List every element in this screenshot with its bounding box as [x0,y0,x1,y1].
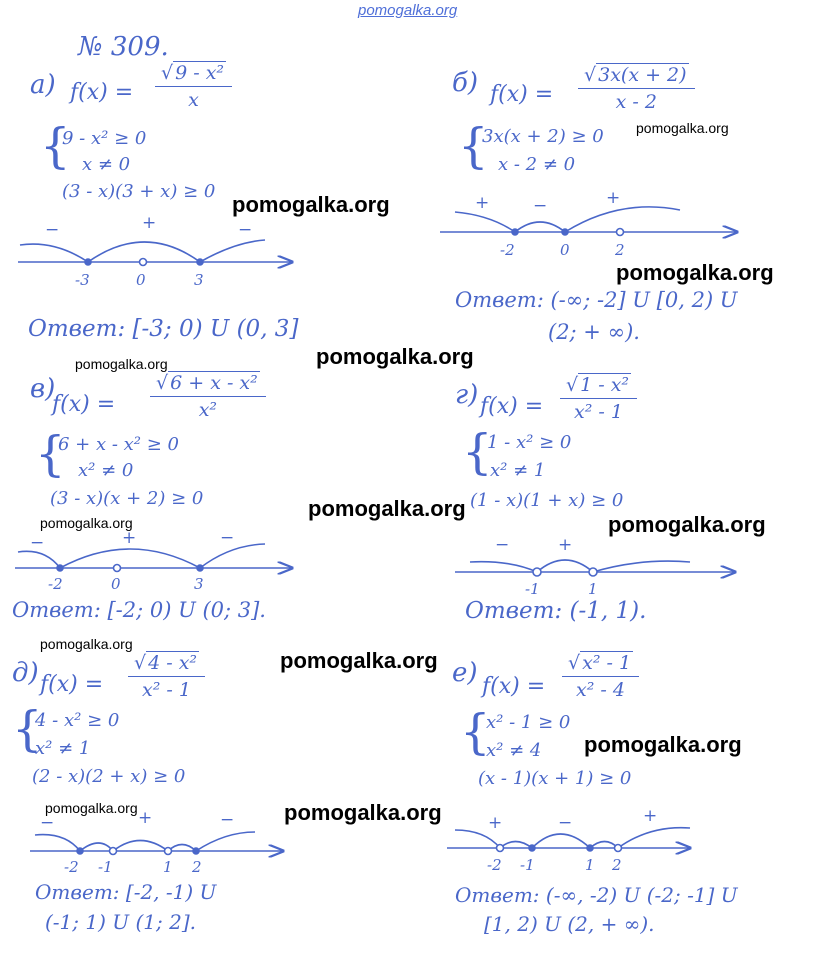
watermark: pomogalka.org [316,344,474,369]
part-d-label: д) [12,658,39,688]
arc-d-2 [80,843,113,851]
part-d-answer-line2: (-1; 1) U (1; 2]. [45,910,196,934]
part-v-sign-2: + [122,528,137,548]
part-g-answer: Ответ: (-1, 1). [465,598,647,624]
watermark: pomogalka.org [280,648,438,673]
part-d-sign-1: − [40,813,55,833]
part-b-sign-2: − [533,196,548,216]
watermark: pomogalka.org [284,800,442,825]
part-d-system-line2: x² ≠ 1 [35,738,91,759]
part-a-system-line2: x ≠ 0 [82,154,131,175]
part-e-tick-3: 1 [585,856,595,874]
part-a-fx: f(x) = [70,80,134,105]
part-d-tick-3: 1 [163,858,173,876]
part-g-sign-2: + [558,535,573,555]
part-v-denominator: x² [198,399,218,421]
part-a-tick-3: 3 [194,271,204,289]
header-watermark[interactable]: pomogalka.org [358,2,458,19]
part-a-answer: Ответ: [-3; 0) U (0, 3] [28,316,299,342]
part-a-tick-1: -3 [75,271,90,289]
part-g-system-brace: { [462,424,493,480]
part-d-inequality: (2 - x)(2 + x) ≥ 0 [32,766,186,787]
part-d-sign-3: − [220,810,235,830]
part-e-answer-line2: [1, 2) U (2, + ∞). [484,912,655,936]
part-v-inequality: (3 - x)(x + 2) ≥ 0 [50,488,204,509]
watermark: pomogalka.org [40,636,133,652]
part-b-sign-3: + [606,188,621,208]
part-e-tick-2: -1 [520,856,535,874]
part-d-answer-line1: Ответ: [-2, -1) U [35,880,217,904]
part-d-system-brace: { [12,701,43,757]
part-e-sign-1: + [488,813,503,833]
watermark: pomogalka.org [308,496,466,521]
part-b-tick-3: 2 [615,241,625,259]
watermark: pomogalka.org [45,800,138,816]
arc-e-2 [500,842,532,849]
watermark: pomogalka.org [232,192,390,217]
part-b-tick-2: 0 [560,241,570,259]
arc-g-3 [593,561,690,572]
part-v-fraction: √ 6 + x - x² x² [150,372,266,421]
part-g-fraction: √ 1 - x² x² - 1 [560,374,637,423]
part-d-fraction: √ 4 - x² x² - 1 [128,652,205,701]
part-e-answer-line1: Ответ: (-∞, -2) U (-2; -1] U [455,883,738,907]
arc-e-3 [532,834,590,848]
arc-a-3 [200,240,265,262]
watermark: pomogalka.org [40,515,133,531]
part-a-inequality: (3 - x)(3 + x) ≥ 0 [62,181,216,202]
part-e-system-line2: x² ≠ 4 [486,740,542,761]
part-e-tick-4: 2 [612,856,622,874]
part-a-sign-1: − [45,220,60,240]
part-b-sign-1: + [475,193,490,213]
part-b-system-line1: 3x(x + 2) ≥ 0 [482,126,604,147]
part-d-system-line1: 4 - x² ≥ 0 [35,710,120,731]
arc-d-4 [168,845,196,852]
part-b-label: б) [452,68,479,98]
arc-g-1 [470,562,537,572]
watermark: pomogalka.org [636,120,729,136]
part-e-system-line1: x² - 1 ≥ 0 [486,712,571,733]
part-d-fx: f(x) = [40,672,104,697]
part-v-tick-2: 0 [111,575,121,593]
part-d-tick-4: 2 [192,858,202,876]
watermark: pomogalka.org [75,356,168,372]
part-g-fx: f(x) = [480,394,544,419]
arc-v-1 [18,551,60,568]
part-b-tick-1: -2 [500,241,515,259]
part-g-tick-2: 1 [588,580,598,598]
part-a-fraction: √ 9 - x² x [155,62,232,111]
part-a-denominator: x [188,89,199,111]
part-b-answer-line1: Ответ: (-∞; -2] U [0, 2) U [455,288,738,312]
arc-d-3 [113,841,168,852]
part-a-label: а) [30,70,56,100]
part-b-system-brace: { [458,118,489,174]
part-v-sign-3: − [220,528,235,548]
part-b-answer-line2: (2; + ∞). [548,320,640,344]
part-v-sign-1: − [30,533,45,553]
watermark: pomogalka.org [616,260,774,285]
part-v-tick-1: -2 [48,575,63,593]
part-a-radicand: 9 - x² [175,62,225,84]
part-v-radicand: 6 + x - x² [170,372,258,394]
part-e-sign-2: − [558,813,573,833]
part-v-tick-3: 3 [194,575,204,593]
part-g-sign-1: − [495,535,510,555]
part-e-inequality: (x - 1)(x + 1) ≥ 0 [478,768,632,789]
part-d-tick-1: -2 [64,858,79,876]
arc-v-2 [60,549,200,568]
part-b-radicand: 3x(x + 2) [598,64,687,86]
part-v-fx: f(x) = [52,392,116,417]
arc-a-1 [20,244,88,262]
watermark: pomogalka.org [584,732,742,757]
arc-e-5 [618,828,690,848]
part-a-sign-2: + [142,213,157,233]
part-e-denominator: x² - 4 [576,679,625,701]
arc-d-5 [196,832,255,851]
part-d-sign-2: + [138,808,153,828]
part-b-fraction: √ 3x(x + 2) x - 2 [578,64,695,113]
arc-g-2 [537,560,593,572]
part-g-denominator: x² - 1 [574,401,623,423]
part-a-system-line1: 9 - x² ≥ 0 [62,128,147,149]
part-e-sign-3: + [643,806,658,826]
arc-b-1 [455,212,515,232]
part-d-denominator: x² - 1 [142,679,191,701]
part-g-tick-1: -1 [525,580,540,598]
part-v-system-line1: 6 + x - x² ≥ 0 [58,434,179,455]
part-a-tick-2: 0 [136,271,146,289]
part-e-label: е) [452,658,478,688]
part-a-sign-3: − [238,220,253,240]
part-g-label: г) [455,380,479,410]
part-v-system-brace: { [35,426,66,482]
part-g-radicand: 1 - x² [580,374,630,396]
part-e-fraction: √ x² - 1 x² - 4 [562,652,639,701]
part-d-tick-2: -1 [98,858,113,876]
part-v-label: в) [30,374,56,404]
part-a-system-brace: { [40,118,71,174]
part-v-system-line2: x² ≠ 0 [78,460,134,481]
part-b-fx: f(x) = [490,82,554,107]
part-v-answer: Ответ: [-2; 0) U (0; 3]. [12,598,266,622]
part-e-fx: f(x) = [482,674,546,699]
part-b-system-line2: x - 2 ≠ 0 [498,154,576,175]
arc-d-1 [35,835,80,851]
arc-b-2 [515,222,565,232]
watermark: pomogalka.org [608,512,766,537]
arc-b-3 [565,207,680,232]
part-g-inequality: (1 - x)(1 + x) ≥ 0 [470,490,624,511]
exercise-number: № 309. [78,32,169,62]
part-b-denominator: x - 2 [615,91,657,113]
part-g-system-line2: x² ≠ 1 [490,460,546,481]
part-e-system-brace: { [460,704,491,760]
arc-e-4 [590,842,618,849]
part-g-system-line1: 1 - x² ≥ 0 [487,432,572,453]
part-e-radicand: x² - 1 [582,652,632,674]
part-d-radicand: 4 - x² [148,652,198,674]
part-e-tick-1: -2 [487,856,502,874]
